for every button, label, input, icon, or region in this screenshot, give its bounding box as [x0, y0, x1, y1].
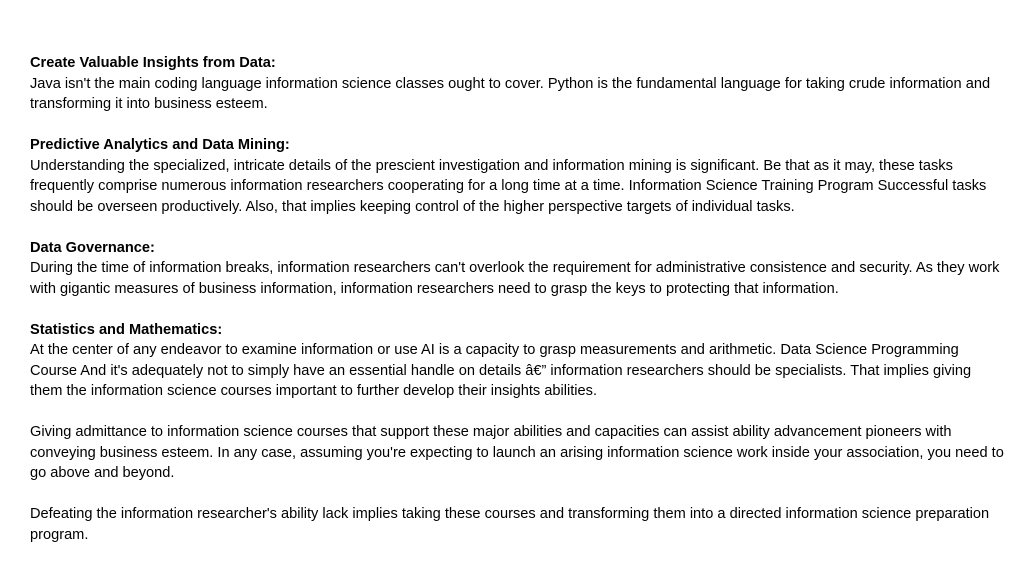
section-body: During the time of information breaks, information researchers can't overlook the requirement for administrative consistence and security. As they work with gigantic measures of business information, information researchers need to grasp the keys to protecting that information.	[30, 260, 1000, 297]
section-heading: Statistics and Mathematics:	[30, 321, 223, 338]
section-insights	[30, 53, 1005, 115]
section-statistics-mathematics	[30, 320, 1005, 402]
section-body: Java isn't the main coding language information science classes ought to cover. Python is the fundamental language for taking crude information and transforming it into business esteem.	[30, 75, 991, 112]
section-body: At the center of any endeavor to examine information or use AI is a capacity to grasp measurements and arithmetic. Data Science Programming Course And it's adequately not to simply have an essential handle on details â€” information researchers should be specialists. That implies giving them the information science courses important to further develop their insights abilities.	[30, 342, 972, 399]
section-predictive-analytics	[30, 135, 1005, 217]
section-body: Understanding the specialized, intricate details of the prescient investigation and information mining is significant. Be that as it may, these tasks frequently comprise numerous information researchers cooperating for a long time at a time. Information Science Training Program Successful tasks should be overseen productively. Also, that implies keeping control of the higher perspective targets of individual tasks.	[30, 157, 987, 215]
section-heading: Predictive Analytics and Data Mining:	[30, 137, 290, 153]
section-data-governance	[30, 238, 1005, 300]
slide-content	[30, 53, 1005, 566]
section-heading: Data Governance:	[30, 239, 155, 256]
section-heading: Create Valuable Insights from Data:	[30, 55, 276, 71]
closing-text: Defeating the information researcher's ability lack implies taking these courses and transforming them into a directed information science preparation program.	[30, 506, 990, 543]
closing-paragraph-2	[30, 504, 1005, 545]
closing-text: Giving admittance to information science courses that support these major abilities and capacities can assist ability advancement pioneers with conveying business esteem. In any case, assuming you're expecting to launch an arising information science work inside your association, you need to go above and beyond.	[30, 424, 1004, 481]
closing-paragraph-1	[30, 422, 1005, 484]
